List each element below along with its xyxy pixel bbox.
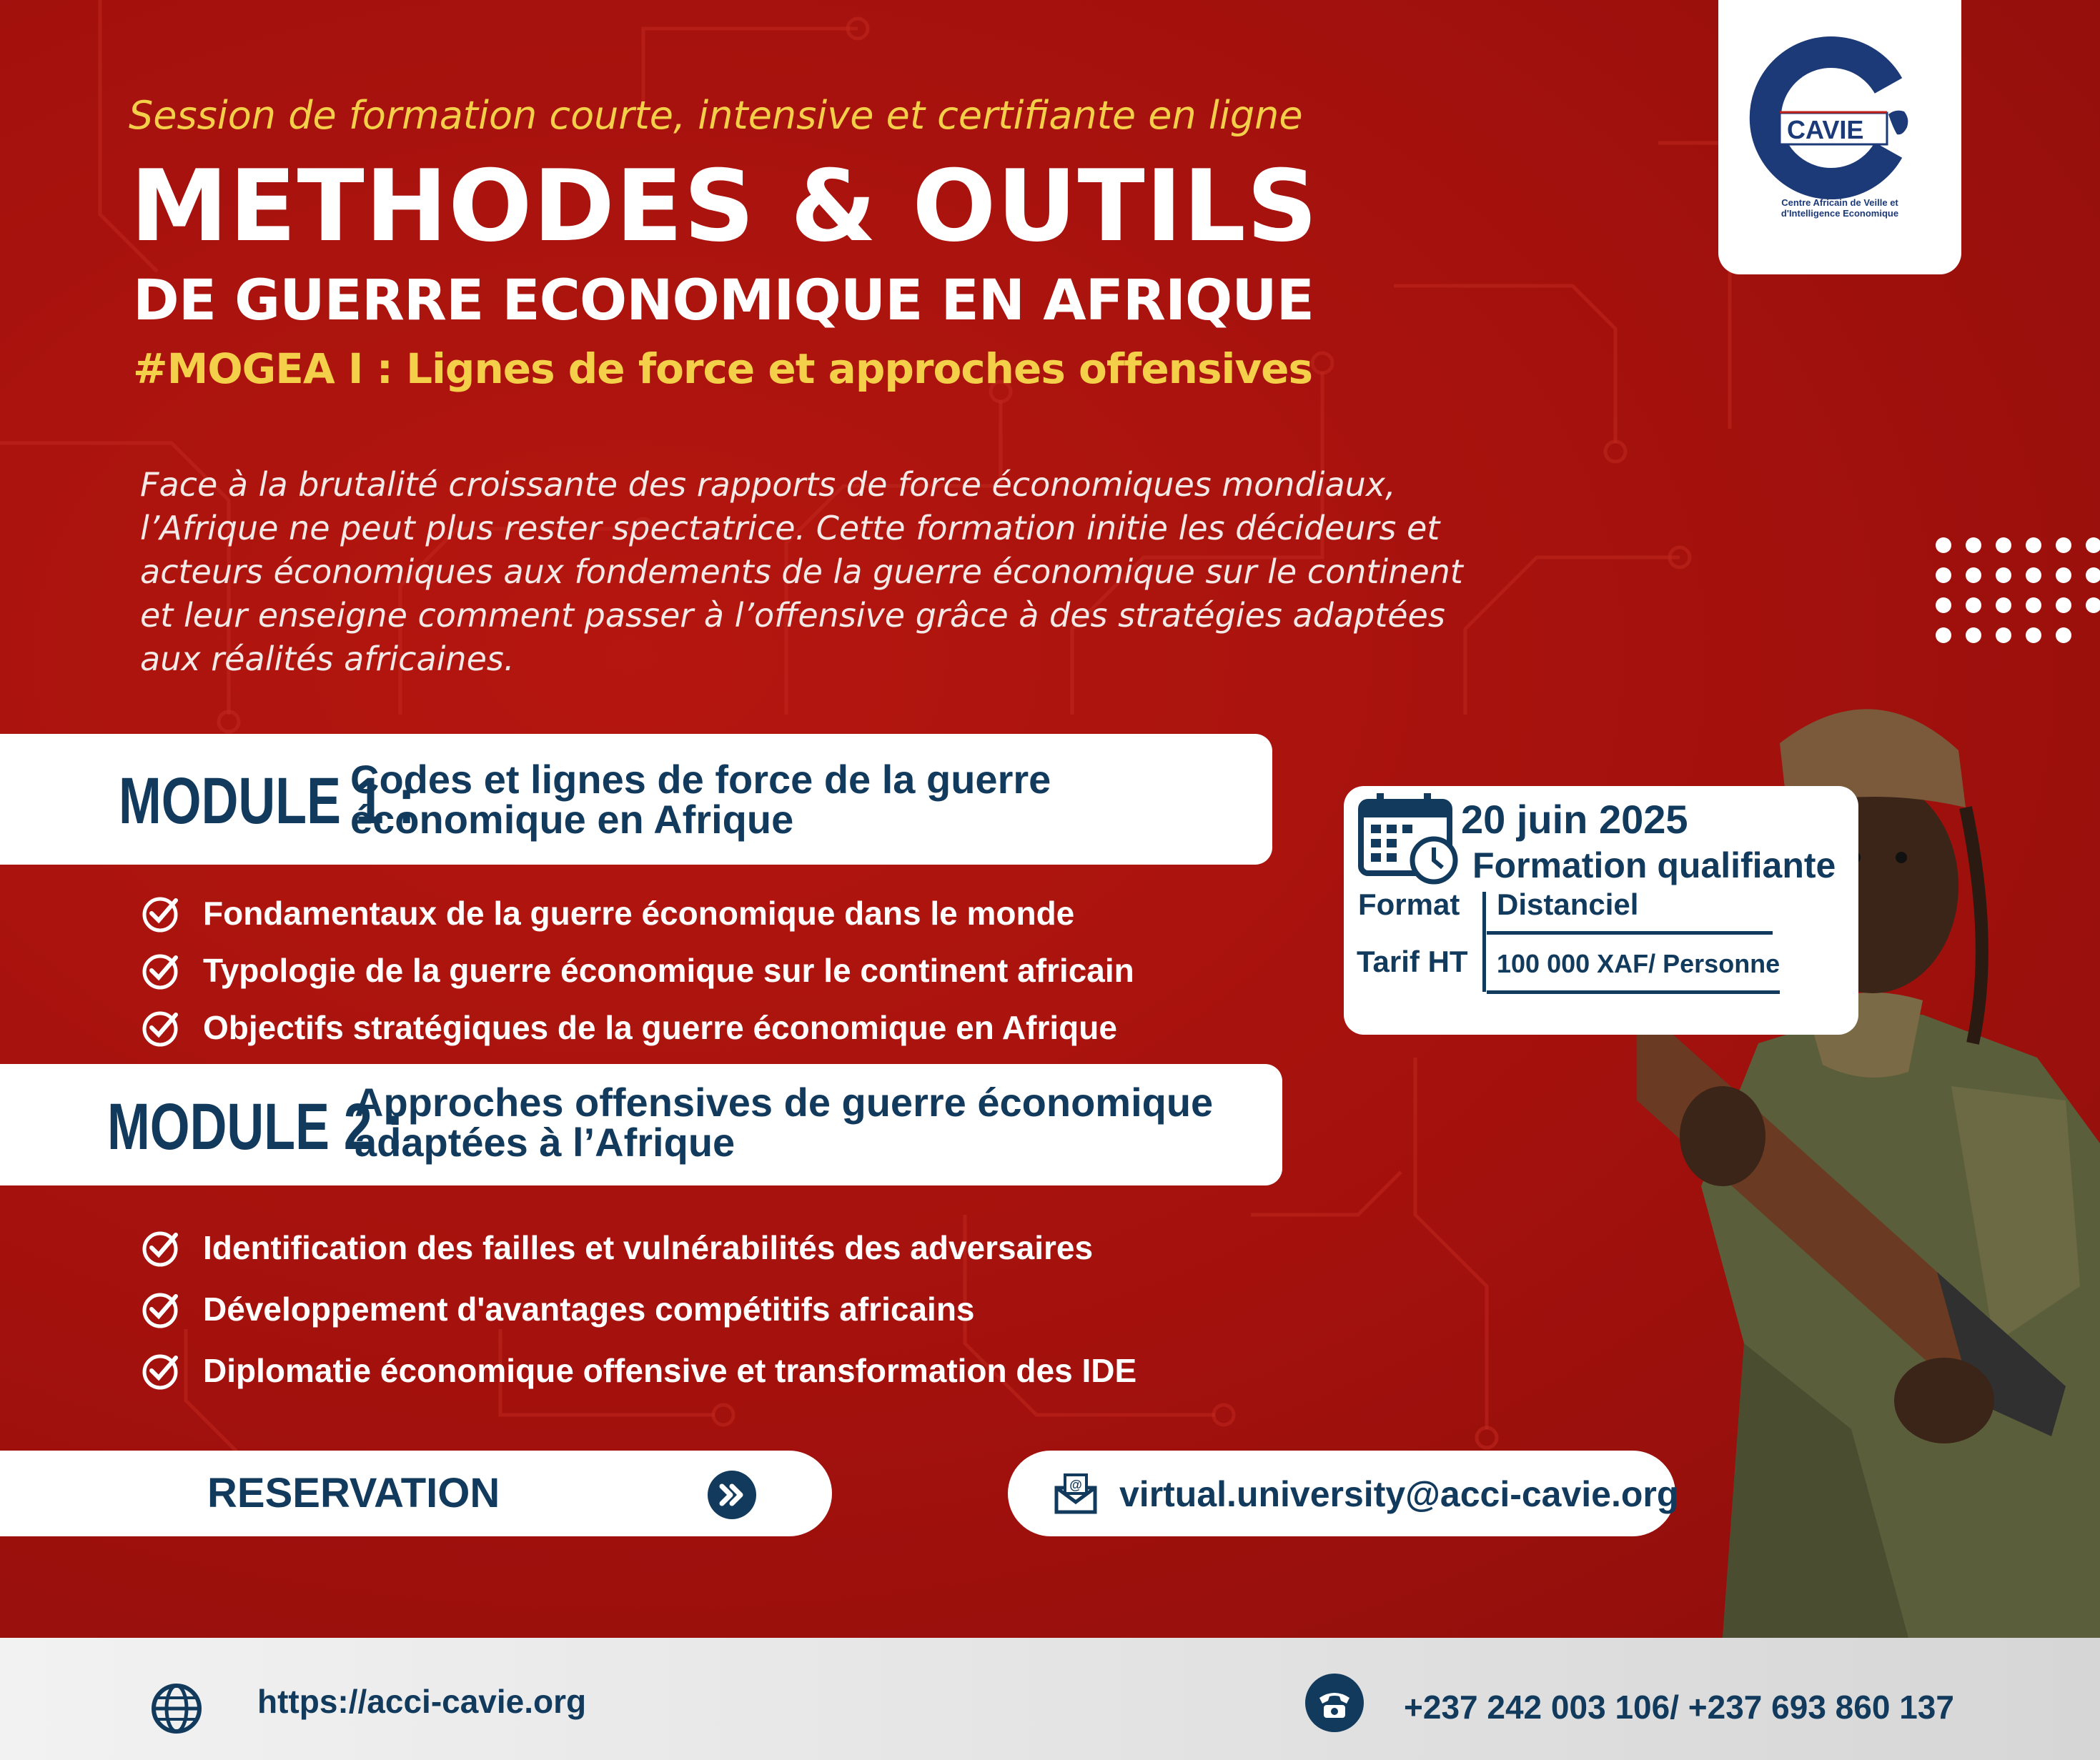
module-1-banner (0, 734, 1272, 865)
check-circle-icon (140, 1289, 180, 1329)
divider (1487, 990, 1780, 994)
format-label: Format (1358, 888, 1460, 921)
reservation-button[interactable] (0, 1451, 832, 1536)
module-2-title: Approches offensives de guerre économique adaptées à l’Afrique (355, 1080, 1214, 1165)
email-address: virtual.university@acci-cavie.org (1119, 1474, 1679, 1514)
list-item-text: Objectifs stratégiques de la guerre économique en Afrique (203, 1009, 1117, 1046)
module-1-label: MODULE 1 : (119, 765, 415, 837)
phone-numbers[interactable]: +237 242 003 106/ +237 693 860 137 (1404, 1689, 1954, 1726)
list-item-text: Typologie de la guerre économique sur le continent africain (203, 952, 1134, 989)
main-title-line2: DE GUERRE ECONOMIQUE EN AFRIQUE (133, 269, 1314, 333)
check-circle-icon (140, 893, 180, 933)
session-subtitle: Session de formation courte, intensive et certifiante en ligne (129, 93, 1303, 138)
divider (1482, 892, 1486, 992)
list-item (140, 942, 1134, 999)
module-2-items (140, 1217, 1136, 1401)
globe-icon (150, 1682, 203, 1735)
main-title: METHODES & OUTILS (130, 149, 1319, 264)
list-item (140, 1340, 1136, 1401)
dot-grid-decoration (1936, 537, 2100, 645)
format-value: Distanciel (1497, 888, 1639, 921)
svg-text:@: @ (1069, 1478, 1082, 1492)
check-circle-icon (140, 1008, 180, 1048)
list-item-text: Identification des failles et vulnérabilités des adversaires (203, 1229, 1094, 1266)
reservation-label: RESERVATION (207, 1470, 500, 1516)
email-icon (1054, 1473, 1098, 1515)
session-info-card (1344, 786, 1858, 1035)
cavie-logo (1718, 0, 1961, 207)
divider (1487, 931, 1773, 935)
list-item (140, 885, 1134, 942)
email-link[interactable] (1008, 1451, 1679, 1536)
phone-icon (1305, 1674, 1364, 1732)
list-item (140, 1278, 1136, 1340)
module-2-banner (0, 1064, 1282, 1185)
list-item (140, 1217, 1136, 1278)
price-value: 100 000 XAF/ Personne (1497, 949, 1780, 978)
logo-tagline: Centre Africain de Veille et d'Intelligence Economique (1780, 197, 1899, 219)
check-circle-icon (140, 1228, 180, 1268)
check-circle-icon (140, 950, 180, 990)
list-item-text: Diplomatie économique offensive et transformation des IDE (203, 1352, 1137, 1389)
calendar-clock-icon (1355, 792, 1462, 885)
footer (0, 1638, 2100, 1760)
course-code-title: #MOGEA I : Lignes de force et approches offensives (133, 344, 1313, 393)
price-label: Tarif HT (1357, 945, 1468, 978)
website-link[interactable]: https://acci-cavie.org (257, 1683, 587, 1720)
list-item-text: Fondamentaux de la guerre économique dans le monde (203, 895, 1075, 932)
check-circle-icon (140, 1351, 180, 1391)
session-date: 20 juin 2025 (1461, 797, 1688, 842)
double-chevron-right-icon (708, 1471, 756, 1519)
svg-text:CAVIE: CAVIE (1787, 115, 1864, 144)
logo-card (1718, 0, 1961, 274)
list-item-text: Développement d'avantages compétitifs africains (203, 1291, 975, 1328)
module-1-items (140, 885, 1134, 1056)
module-1-title: Codes et lignes de force de la guerre économique en Afrique (350, 757, 1051, 842)
qualification-label: Formation qualifiante (1472, 845, 1836, 885)
intro-paragraph: Face à la brutalité croissante des rapports de force économiques mondiaux, l’Afrique ne peut plus rester spectatrice. Cette formation initie les décideurs et acteurs économiques aux fondements de la guerre économique sur le continent et leur enseigne comment passer à l’offensive grâce à des stratégies adaptées aux réalités africaines. (140, 465, 1463, 678)
module-2-label: MODULE 2 : (107, 1090, 404, 1163)
list-item (140, 999, 1134, 1056)
